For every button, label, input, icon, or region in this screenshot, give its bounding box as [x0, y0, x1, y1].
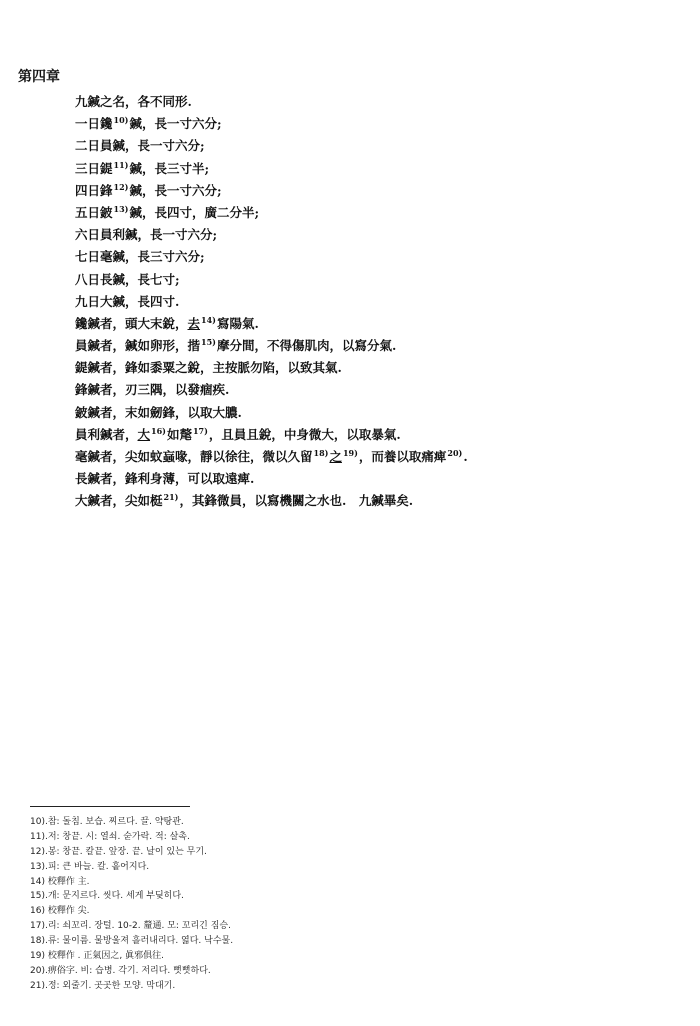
main-text — [75, 91, 468, 513]
text-run: 一日鑱 — [75, 116, 113, 132]
text-run: 鍉鍼者，鋒如黍粟之銳，主按脈勿陷，以致其氣. — [75, 360, 342, 376]
footnote: 10).참: 돌침. 보습. 찌르다. 끌. 약탕관. — [30, 817, 184, 827]
text-line — [75, 379, 468, 401]
underlined-char: 去 — [187, 315, 201, 331]
text-run: 鍼，長四寸，廣二分半; — [129, 204, 260, 220]
text-line — [75, 468, 468, 490]
text-run: 六日員利鍼，長一寸六分; — [75, 227, 218, 243]
text-line — [75, 446, 468, 468]
footnote-marker: 17) — [192, 425, 208, 436]
text-run: ，而養以取痛痺 — [358, 449, 447, 464]
footnote-marker: 11) — [113, 159, 129, 170]
text-line — [75, 424, 468, 446]
text-run: 五日鈹 — [75, 204, 113, 220]
footnote: 13).피: 큰 바늘. 칼. 흩어지다. — [30, 861, 150, 872]
footnote-separator — [30, 806, 190, 807]
text-run: 鋒鍼者，刃三隅，以發痼疾. — [75, 382, 230, 398]
text-run: 鍼，長三寸半; — [129, 160, 210, 176]
text-run: 四日鋒 — [75, 182, 113, 198]
footnote: 19) 校釋作 . 正氣因之, 眞邪俱往. — [30, 951, 164, 962]
footnote: 17).리: 쇠꼬리. 장털. 10-2. 釐通. 모: 꼬리긴 짐승. — [30, 921, 231, 932]
footnote: 18).류: 물이름. 물방울져 흘러내리다. 엷다. 낙수물. — [30, 936, 234, 947]
text-line — [75, 402, 468, 424]
text-run: . — [463, 449, 468, 464]
text-run: 大鍼者，尖如梃 — [75, 493, 163, 509]
footnote-marker: 14) — [201, 314, 216, 325]
footnote: 21).정: 외줄기. 곳곳한 모양. 막대기. — [30, 980, 176, 991]
text-line — [75, 291, 468, 313]
text-run: 三日鍉 — [75, 160, 113, 176]
footnotes — [30, 815, 233, 994]
text-run: 摩分間，不得傷肌肉，以寫分氣. — [216, 338, 397, 354]
underlined-char: 大 — [137, 426, 151, 442]
text-run: 鍼，長一寸六分; — [129, 116, 222, 132]
text-run: 員利鍼者， — [75, 426, 138, 442]
text-line — [75, 313, 468, 335]
footnote-marker: 12) — [113, 181, 129, 192]
text-line — [75, 490, 468, 512]
text-run: 鑱鍼者，頭大末銳， — [75, 315, 188, 331]
text-run: 鍼，長一寸六分; — [129, 182, 222, 198]
text-run: 長鍼者，鋒利身薄，可以取遠痺. — [75, 471, 255, 487]
text-line — [75, 135, 468, 157]
text-run: 二日員鍼，長一寸六分; — [75, 138, 205, 154]
text-run: 寫陽氣. — [216, 315, 259, 331]
footnote: 15).개: 문지르다. 씻다. 세게 부딪히다. — [30, 891, 184, 902]
text-run: 七日毫鍼，長三寸六分; — [75, 249, 205, 265]
footnote: 12).봉: 창끝. 칼끝. 앞장. 끝. 날이 있는 무기. — [30, 846, 207, 857]
text-run: ，其鋒微員，以寫機關之水也. 九鍼畢矣. — [179, 493, 414, 509]
text-line — [75, 202, 468, 224]
text-line — [75, 335, 468, 357]
footnote-marker: 21) — [163, 492, 179, 503]
footnote-marker: 20) — [447, 448, 463, 458]
text-run: 九鍼之名，各不同形. — [75, 94, 192, 109]
text-run: 毫鍼者，尖如蚊蝱喙，靜以徐往，微以久留 — [75, 449, 313, 464]
text-run: 員鍼者，鍼如卵形，揩 — [75, 338, 201, 354]
text-line — [75, 158, 468, 180]
text-line — [75, 246, 468, 268]
text-line — [75, 91, 468, 113]
text-run: 九日大鍼，長四寸. — [75, 293, 180, 309]
footnote-marker: 10) — [113, 115, 129, 126]
underlined-char: 之 — [329, 449, 342, 464]
footnote-marker: 18) — [313, 448, 329, 458]
footnote: 20).痹俗字. 비: 습병. 각기. 저리다. 뻣뻣하다. — [30, 965, 211, 976]
chapter-title: 第四章 — [18, 69, 60, 85]
footnote-marker: 15) — [201, 337, 216, 348]
text-line — [75, 269, 468, 291]
footnote: 11).저: 창끝. 시: 열쇠. 숟가락. 적: 살촉. — [30, 831, 190, 842]
text-run: 鈹鍼者，末如劒鋒，以取大膿. — [75, 404, 242, 420]
text-run: ，且員且銳，中身微大，以取暴氣. — [208, 426, 401, 442]
text-line — [75, 224, 468, 246]
footnote-marker: 13) — [113, 203, 129, 214]
footnote-marker: 16) — [151, 425, 166, 436]
text-run: 八日長鍼，長七寸; — [75, 271, 180, 287]
footnote-marker: 19) — [342, 448, 358, 458]
text-line — [75, 180, 468, 202]
footnote: 14) 校釋作 主. — [30, 876, 90, 887]
text-run: 如氂 — [166, 426, 192, 442]
text-line — [75, 113, 468, 135]
text-line — [75, 357, 468, 379]
footnote: 16) 校釋作 尖. — [30, 906, 90, 917]
